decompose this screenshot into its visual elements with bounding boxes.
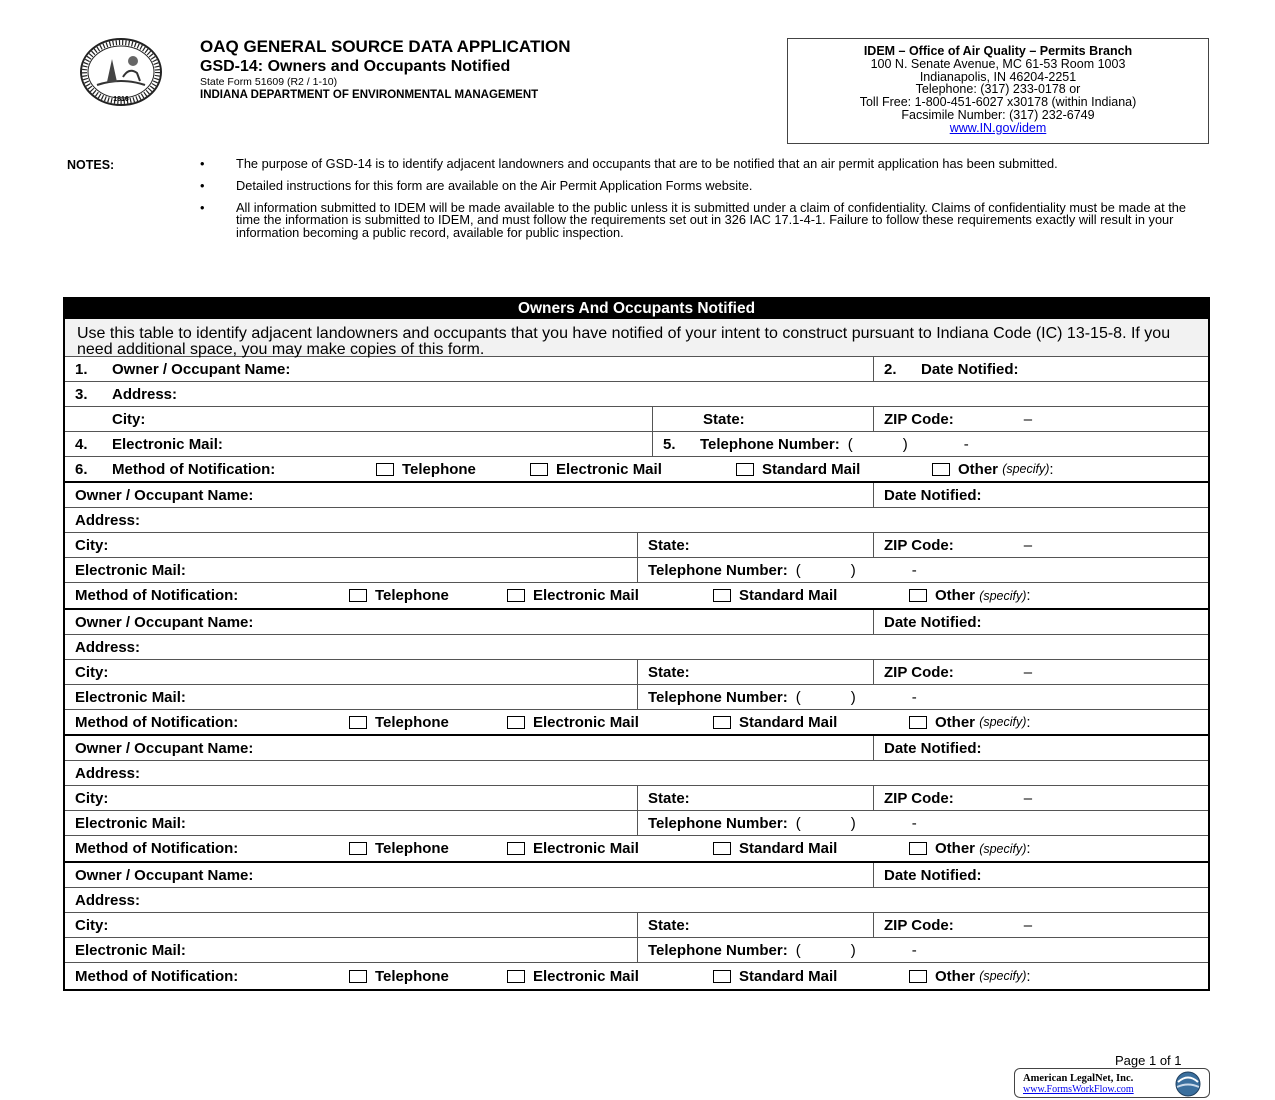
- email-field[interactable]: Electronic Mail:: [65, 811, 638, 835]
- idem-tollfree-line: Toll Free: 1-800-451-6027 x30178 (within Indiana): [859, 95, 1137, 110]
- entry-3-row-city: [65, 660, 1208, 685]
- email-field[interactable]: Electronic Mail:: [65, 938, 638, 962]
- checkbox-icon: [530, 463, 548, 476]
- entry-3-row-contact: [65, 685, 1208, 710]
- state-field[interactable]: State:: [653, 407, 874, 431]
- electronic-mail-checkbox[interactable]: Electronic Mail: [507, 714, 713, 731]
- email-field[interactable]: Electronic Mail:: [65, 558, 638, 582]
- entry-2-row-method: [65, 583, 1208, 610]
- checkbox-icon: [349, 716, 367, 729]
- idem-contact-box: [787, 38, 1209, 144]
- owner-name-field[interactable]: Owner / Occupant Name:: [65, 863, 874, 887]
- telephone-field[interactable]: 5. Telephone Number: ( ) -: [663, 435, 969, 453]
- electronic-mail-checkbox[interactable]: Electronic Mail: [507, 840, 713, 857]
- state-field[interactable]: State:: [638, 660, 874, 684]
- notes-label: NOTES:: [67, 158, 115, 172]
- entry-4-row-contact: [65, 811, 1208, 836]
- address-field[interactable]: Address:: [75, 638, 141, 656]
- zip-code-field[interactable]: ZIP Code: –: [884, 916, 1033, 934]
- indiana-state-seal: [67, 37, 174, 107]
- checkbox-icon: [736, 463, 754, 476]
- bullet-icon: •: [200, 199, 205, 215]
- email-field[interactable]: 4. Electronic Mail:: [65, 432, 653, 456]
- city-field[interactable]: City:: [65, 786, 638, 810]
- checkbox-icon: [376, 463, 394, 476]
- other-checkbox[interactable]: Other (specify) :: [909, 968, 1031, 985]
- other-checkbox[interactable]: Other (specify) :: [909, 840, 1031, 857]
- entry-1-row-city: [65, 407, 1208, 432]
- standard-mail-checkbox[interactable]: Standard Mail: [713, 587, 909, 604]
- standard-mail-checkbox[interactable]: Standard Mail: [713, 714, 909, 731]
- state-field[interactable]: State:: [638, 533, 874, 557]
- telephone-checkbox[interactable]: Telephone: [376, 461, 530, 478]
- checkbox-icon: [349, 970, 367, 983]
- date-notified-field[interactable]: Date Notified:: [884, 866, 982, 884]
- bullet-icon: •: [200, 177, 205, 193]
- method-of-notification: 6. Method of Notification: Telephone Electronic Mail Standard Mail Other (specify) :: [75, 460, 1054, 478]
- other-checkbox[interactable]: Other (specify) :: [909, 714, 1031, 731]
- entry-4-row-method: [65, 836, 1208, 863]
- checkbox-icon: [507, 716, 525, 729]
- telephone-field[interactable]: Telephone Number: ( ) -: [648, 941, 917, 959]
- table-title: Owners And Occupants Notified: [65, 299, 1208, 319]
- entry-5-row-name: [65, 863, 1208, 888]
- checkbox-icon: [932, 463, 950, 476]
- owner-name-field[interactable]: Owner / Occupant Name:: [65, 610, 874, 634]
- electronic-mail-checkbox[interactable]: Electronic Mail: [530, 461, 736, 478]
- idem-fax-line: Facsimile Number: (317) 232-6749: [901, 107, 1095, 122]
- method-of-notification: Method of Notification: Telephone Electronic Mail Standard Mail Other (specify) :: [75, 587, 1031, 604]
- entry-1-row-method: [65, 457, 1208, 483]
- address-field[interactable]: Address:: [75, 764, 141, 782]
- date-notified-field[interactable]: Date Notified:: [884, 613, 982, 631]
- entry-5-row-contact: [65, 938, 1208, 963]
- telephone-checkbox[interactable]: Telephone: [349, 840, 507, 857]
- checkbox-icon: [909, 716, 927, 729]
- standard-mail-checkbox[interactable]: Standard Mail: [736, 461, 932, 478]
- entry-2-row-contact: [65, 558, 1208, 583]
- entry-2-row-address: [65, 508, 1208, 533]
- email-field[interactable]: Electronic Mail:: [65, 685, 638, 709]
- table-instructions: Use this table to identify adjacent landowners and occupants that you have notified of your intent to construct pursuant to Indiana Code (IC) 13-15-8. If you need additional space, you may make copies of this form.: [65, 319, 1208, 357]
- other-checkbox[interactable]: Other (specify) :: [909, 587, 1031, 604]
- entry-5-row-address: [65, 888, 1208, 913]
- svg-text:1816: 1816: [113, 96, 129, 103]
- entry-1-row-name: [65, 357, 1208, 382]
- standard-mail-checkbox[interactable]: Standard Mail: [713, 968, 909, 985]
- note-item: • Detailed instructions for this form are available on the Air Permit Application Forms website.: [200, 177, 753, 193]
- method-of-notification: Method of Notification: Telephone Electronic Mail Standard Mail Other (specify) :: [75, 713, 1031, 731]
- checkbox-icon: [507, 970, 525, 983]
- checkbox-icon: [507, 842, 525, 855]
- telephone-checkbox[interactable]: Telephone: [349, 968, 507, 985]
- entry-4-row-city: [65, 786, 1208, 811]
- checkbox-icon: [909, 970, 927, 983]
- address-field[interactable]: Address:: [75, 891, 141, 909]
- entry-5-row-method: [65, 963, 1208, 989]
- address-field[interactable]: 3. Address:: [75, 385, 178, 403]
- owner-name-field[interactable]: 1. Owner / Occupant Name:: [65, 357, 874, 381]
- state-form-number: State Form 51609 (R2 / 1-10): [200, 76, 338, 88]
- entry-1-row-contact: [65, 432, 1208, 457]
- idem-telephone-line: Telephone: (317) 233-0178 or: [915, 82, 1081, 97]
- telephone-field[interactable]: Telephone Number: ( ) -: [648, 814, 917, 832]
- owner-name-field[interactable]: Owner / Occupant Name:: [65, 736, 874, 760]
- note-item: • The purpose of GSD-14 is to identify adjacent landowners and occupants that are to be notified that an air permit application has been submitted.: [200, 156, 1058, 171]
- telephone-checkbox[interactable]: Telephone: [349, 714, 507, 731]
- city-field[interactable]: City:: [65, 913, 638, 937]
- entry-5-row-city: [65, 913, 1208, 938]
- publisher-badge[interactable]: [1014, 1068, 1210, 1098]
- checkbox-icon: [349, 589, 367, 602]
- globe-logo-icon: [1171, 1070, 1205, 1098]
- entry-2-row-name: [65, 483, 1208, 508]
- department-name: INDIANA DEPARTMENT OF ENVIRONMENTAL MANAGEMENT: [200, 89, 539, 101]
- owners-occupants-table: [63, 297, 1210, 991]
- other-checkbox[interactable]: Other (specify) :: [932, 461, 1054, 478]
- notes-list: [200, 158, 1200, 249]
- idem-city-line: Indianapolis, IN 46204-2251: [919, 69, 1077, 84]
- idem-office-title: IDEM – Office of Air Quality – Permits Branch: [863, 44, 1133, 58]
- idem-address-line: 100 N. Senate Avenue, MC 61-53 Room 1003: [870, 56, 1126, 71]
- zip-code-field[interactable]: ZIP Code: –: [884, 789, 1033, 807]
- checkbox-icon: [349, 842, 367, 855]
- date-notified-field[interactable]: 2. Date Notified:: [884, 360, 1019, 378]
- entry-4-row-address: [65, 761, 1208, 786]
- method-of-notification: Method of Notification: Telephone Electronic Mail Standard Mail Other (specify) :: [75, 967, 1031, 985]
- entry-1-row-address: [65, 382, 1208, 407]
- zip-code-field[interactable]: ZIP Code: –: [884, 536, 1033, 554]
- publisher-name: American LegalNet, Inc.: [1023, 1073, 1134, 1084]
- idem-website-link[interactable]: www.IN.gov/idem: [949, 120, 1047, 135]
- checkbox-icon: [713, 716, 731, 729]
- entry-4-row-name: [65, 736, 1208, 761]
- page-number: Page 1 of 1: [1115, 1053, 1182, 1068]
- form-header: [200, 37, 760, 102]
- state-field[interactable]: State:: [638, 913, 874, 937]
- electronic-mail-checkbox[interactable]: Electronic Mail: [507, 968, 713, 985]
- telephone-checkbox[interactable]: Telephone: [349, 587, 507, 604]
- zip-code-field[interactable]: ZIP Code: –: [884, 663, 1033, 681]
- note-item: • All information submitted to IDEM will be made available to the public unless it is submitted under a claim of confidentiality. Claims of confidentiality must be made at the time the information is submitted to IDEM, and must follow the requirements set out in 326 IAC 17.1-4-1. Failure to follow these requirements exactly will result in your information becoming a public record, available for public inspection.: [200, 199, 1187, 241]
- city-field[interactable]: City:: [65, 660, 638, 684]
- zip-code-field[interactable]: ZIP Code: –: [884, 410, 1033, 428]
- checkbox-icon: [507, 589, 525, 602]
- method-of-notification: Method of Notification: Telephone Electronic Mail Standard Mail Other (specify) :: [75, 840, 1031, 857]
- state-field[interactable]: State:: [638, 786, 874, 810]
- checkbox-icon: [713, 970, 731, 983]
- checkbox-icon: [909, 842, 927, 855]
- form-subtitle: GSD-14: Owners and Occupants Notified: [200, 58, 511, 75]
- publisher-url[interactable]: www.FormsWorkFlow.com: [1023, 1084, 1134, 1095]
- entry-3-row-address: [65, 635, 1208, 660]
- electronic-mail-checkbox[interactable]: Electronic Mail: [507, 587, 713, 604]
- city-field[interactable]: City:: [65, 407, 653, 431]
- form-title: OAQ GENERAL SOURCE DATA APPLICATION: [200, 37, 571, 56]
- checkbox-icon: [713, 589, 731, 602]
- owner-name-field[interactable]: Owner / Occupant Name:: [65, 483, 874, 507]
- checkbox-icon: [713, 842, 731, 855]
- checkbox-icon: [909, 589, 927, 602]
- bullet-icon: •: [200, 156, 205, 171]
- date-notified-field[interactable]: Date Notified:: [884, 486, 982, 504]
- entry-2-row-city: [65, 533, 1208, 558]
- standard-mail-checkbox[interactable]: Standard Mail: [713, 840, 909, 857]
- address-field[interactable]: Address:: [75, 511, 141, 529]
- entry-3-row-method: [65, 710, 1208, 736]
- date-notified-field[interactable]: Date Notified:: [884, 739, 982, 757]
- telephone-field[interactable]: Telephone Number: ( ) -: [648, 561, 917, 579]
- entry-3-row-name: [65, 610, 1208, 635]
- telephone-field[interactable]: Telephone Number: ( ) -: [648, 688, 917, 706]
- city-field[interactable]: City:: [65, 533, 638, 557]
